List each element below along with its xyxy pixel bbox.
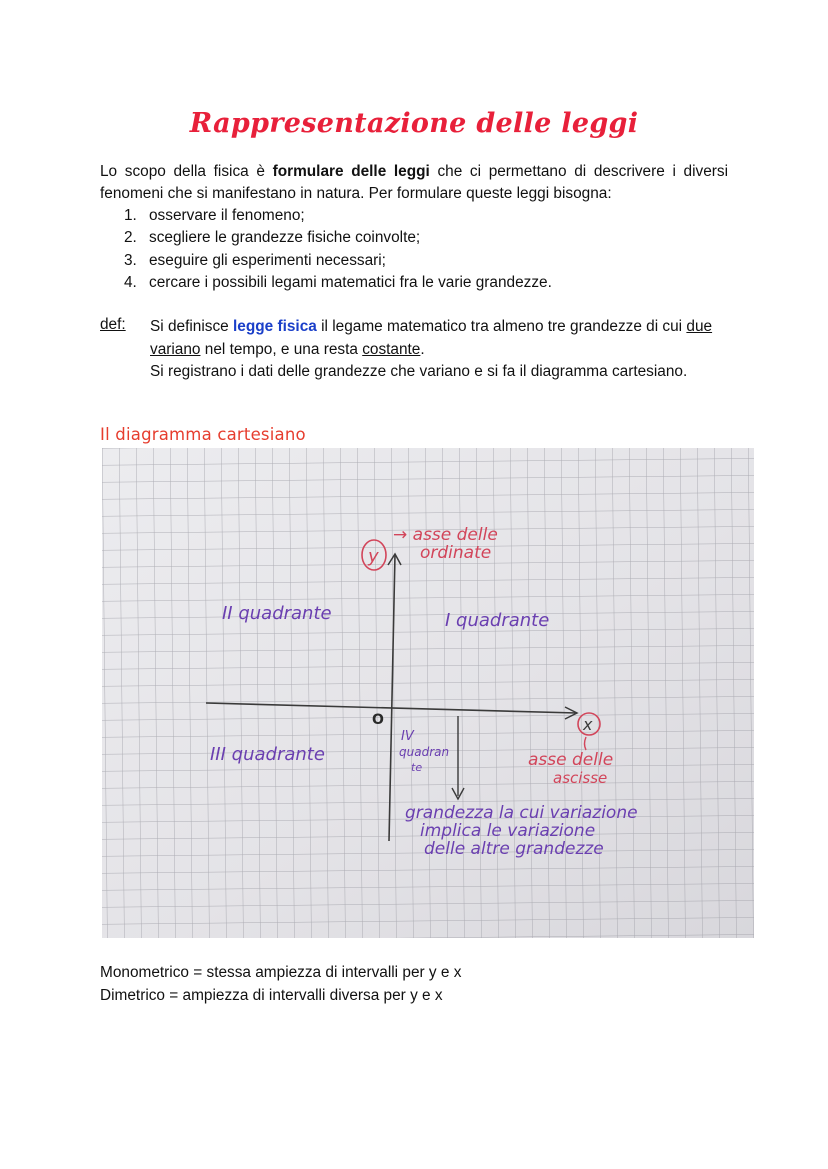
- definition-text: .: [420, 340, 425, 358]
- definition-line-2: Si registrano i dati delle grandezze che variano e si fa il diagramma cartesiano.: [150, 363, 688, 380]
- dependent-note: delle altre grandezze: [424, 839, 604, 859]
- definition-text: nel tempo, e una resta: [200, 340, 363, 358]
- quadrant-4-label: te: [411, 761, 423, 774]
- quadrant-3-label: III quadrante: [210, 744, 325, 765]
- y-axis-label: y: [368, 546, 379, 567]
- intro-text-1: Lo scopo della fisica è: [100, 163, 273, 180]
- quadrant-4-label: IV: [401, 729, 414, 744]
- page-title: Rappresentazione delle leggi: [189, 108, 639, 139]
- quadrant-2-label: II quadrante: [222, 603, 332, 624]
- dimetric-note: Dimetrico = ampiezza di intervalli diversa per y e x: [100, 987, 443, 1004]
- intro-paragraph: [100, 161, 728, 205]
- definition-text: Si definisce: [150, 318, 233, 335]
- y-axis-note: → asse delle: [393, 525, 498, 545]
- list-item: [100, 205, 552, 227]
- definition-underlined: due variano: [150, 318, 713, 358]
- monometric-note: Monometrico = stessa ampiezza di intervalli per y e x: [100, 964, 462, 981]
- list-number: 4.: [124, 273, 137, 291]
- definition-label: def:: [100, 316, 126, 333]
- quadrant-1-label: I quadrante: [445, 610, 550, 631]
- intro-text-2: che ci permettano di descrivere i diversi fenomeni che si manifestano in natura. Per formulare queste leggi bisogna:: [100, 163, 728, 202]
- list-text: scegliere le grandezze fisiche coinvolte;: [149, 229, 421, 247]
- dependent-note: grandezza la cui variazione: [405, 803, 638, 823]
- origin-label: O: [372, 712, 384, 728]
- dependent-note: implica le variazione: [420, 821, 596, 841]
- section-heading: Il diagramma cartesiano: [100, 425, 306, 444]
- definition-line-1: [150, 316, 740, 361]
- intro-bold: formulare delle leggi: [272, 163, 430, 180]
- list-number: 3.: [124, 251, 137, 269]
- definition-underlined: costante: [362, 340, 421, 358]
- list-item: [100, 272, 552, 294]
- steps-list: [100, 205, 552, 294]
- x-axis-note: asse delle: [528, 750, 614, 770]
- definition-term: legge fisica: [232, 318, 317, 335]
- list-number: 1.: [124, 207, 137, 224]
- quadrant-4-label: quadran: [399, 745, 450, 759]
- list-item: [100, 250, 552, 272]
- list-item: [100, 227, 552, 249]
- list-text: eseguire gli esperimenti necessari;: [149, 251, 386, 269]
- x-axis-note: ascisse: [553, 769, 608, 787]
- list-number: 2.: [124, 229, 137, 247]
- y-axis-note: ordinate: [420, 543, 492, 563]
- grid-lines: [102, 448, 754, 938]
- list-text: osservare il fenomeno;: [149, 207, 305, 224]
- list-text: cercare i possibili legami matematici fra le varie grandezze.: [149, 273, 552, 291]
- definition-text: il legame matematico tra almeno tre grandezze di cui: [316, 318, 687, 335]
- definition-body: [150, 316, 740, 384]
- cartesian-diagram-photo: [102, 448, 754, 938]
- x-axis-label: x: [583, 715, 593, 734]
